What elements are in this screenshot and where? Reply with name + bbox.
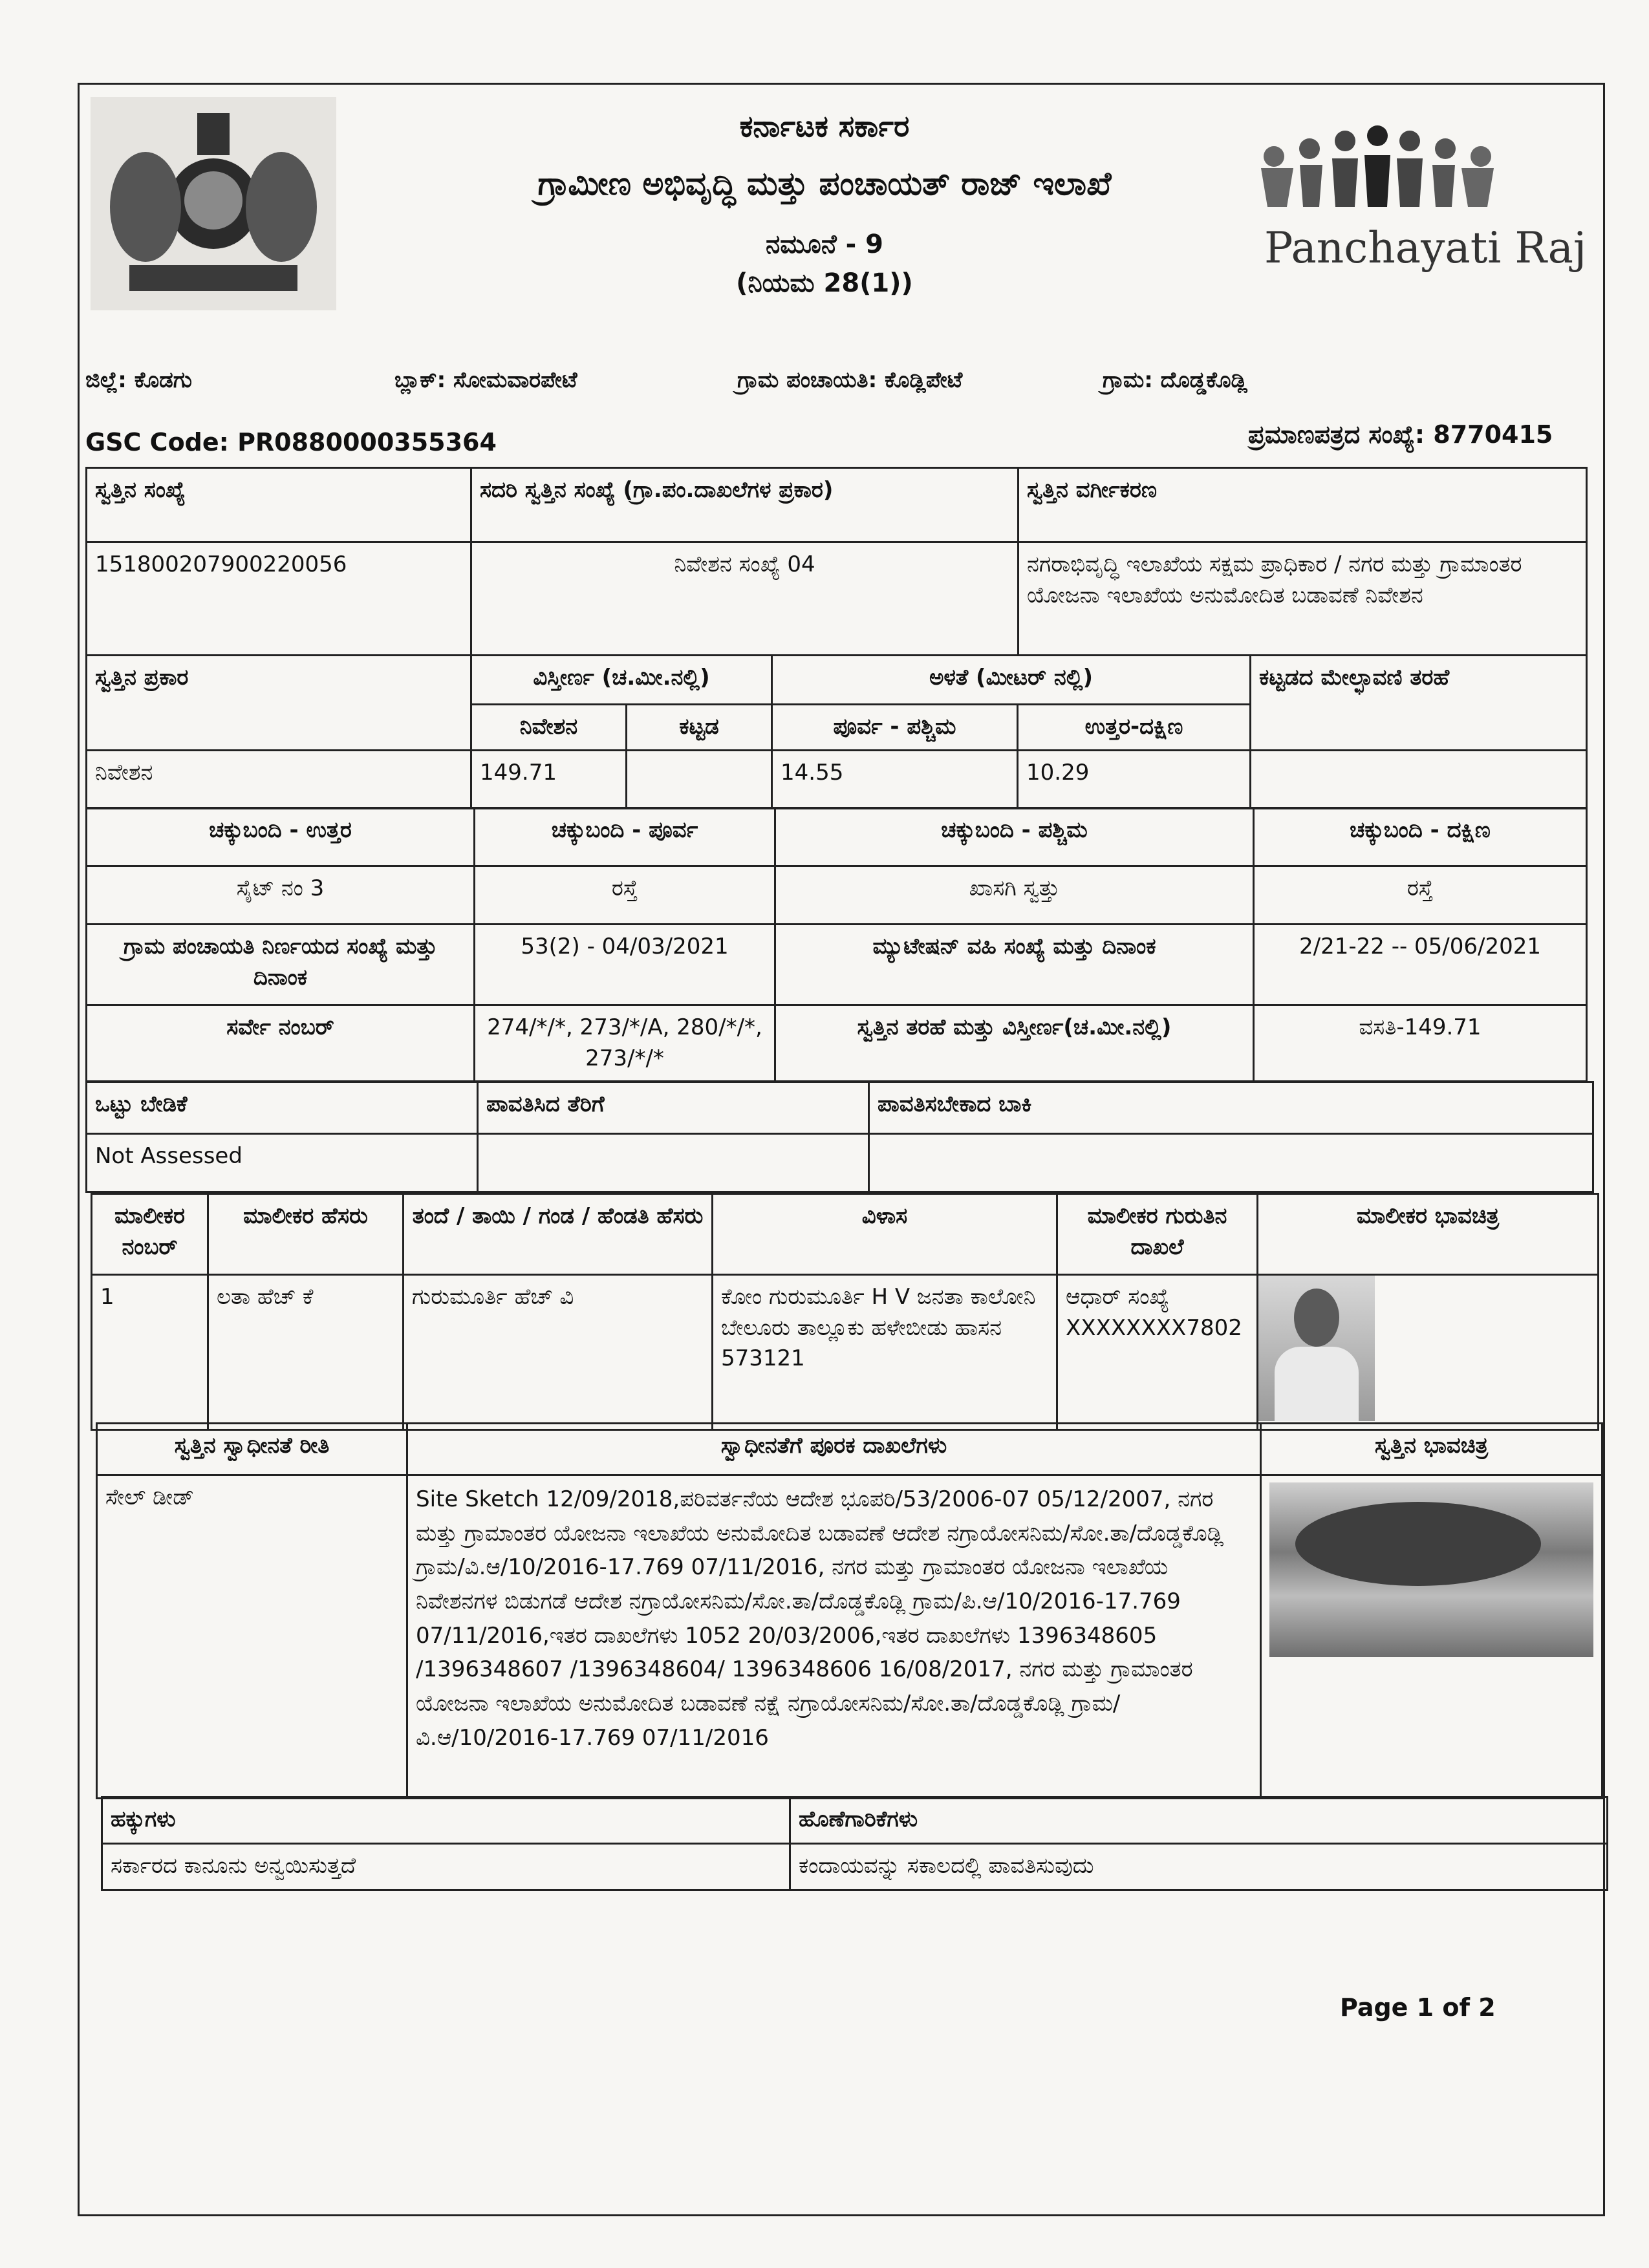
owner-name-label: ಮಾಲೀಕರ ಹೆಸರು bbox=[208, 1194, 404, 1275]
liabilities-label: ಹೊಣೆಗಾರಿಕೆಗಳು bbox=[790, 1797, 1608, 1844]
property-type-label: ಸ್ವತ್ತಿನ ಪ್ರಕಾರ bbox=[87, 656, 471, 751]
property-photo bbox=[1269, 1482, 1593, 1657]
supporting-docs: Site Sketch 12/09/2018,ಪರಿವರ್ತನೆಯ ಆದೇಶ ಭೂಪರಿ/53/2006-07 05/12/2007, ನಗರ ಮತ್ತು ಗ್ರಾಮಾಂತರ ಯೋಜನಾ ಇಲಾಖೆಯ ಅನುಮೋದಿತ ಬಡಾವಣೆ ಆದೇಶ ನಗ್ರಾಯೋಸನಿಮ/ಸೋ.ತಾ/ದೊಡ್ಡಕೊಡ್ಲಿ ಗ್ರಾಮ/ವಿ.ಆ/10/2016-17.769 07/11/2016, ನಗರ ಮತ್ತು ಗ್ರಾಮಾಂತರ ಯೋಜನಾ ಇಲಾಖೆಯ ನಿವೇಶನಗಳ ಬಿಡುಗಡೆ ಆದೇಶ ನಗ್ರಾಯೋಸನಿಮ/ಸೋ.ತಾ/ದೊಡ್ಡಕೊಡ್ಲಿ ಗ್ರಾಮ/ಪಿ.ಆ/10/2016-17.769 07/11/2016,ಇತರ ದಾಖಲೆಗಳು 1052 20/03/2006,ಇತರ ದಾಖಲೆಗಳು 1396348605 /1396348607 /1396348604/ 1396348606 16/08/2017, ನಗರ ಮತ್ತು ಗ್ರಾಮಾಂತರ ಯೋಜನಾ ಇಲಾಖೆಯ ಅನುಮೋದಿತ ಬಡಾವಣೆ ನಕ್ಷೆ ನಗ್ರಾಯೋಸನಿಮ/ಸೋ.ತಾ/ದೊಡ್ಡಕೊಡ್ಲಿ ಗ್ರಾಮ/ವಿ.ಆ/10/2016-17.769 07/11/2016 bbox=[407, 1475, 1261, 1799]
property-id-label: ಸ್ವತ್ತಿನ ಸಂಖ್ಯೆ bbox=[87, 468, 471, 542]
supporting-docs-label: ಸ್ವಾಧೀನತೆಗೆ ಪೂರಕ ದಾಖಲೆಗಳು bbox=[407, 1424, 1261, 1475]
dept-title: ಗ್ರಾಮೀಣ ಅಭಿವೃದ್ಧಿ ಮತ್ತು ಪಂಚಾಯತ್ ರಾಜ್ ಇಲಾಖೆ bbox=[537, 165, 1112, 202]
property-photo-cell bbox=[1261, 1475, 1602, 1799]
sadari-value: ನಿವೇಶನ ಸಂಖ್ಯೆ 04 bbox=[471, 542, 1018, 656]
south-label: ಚಕ್ಕುಬಂದಿ - ದಕ್ಷಿಣ bbox=[1254, 808, 1587, 866]
owner-name: ಲತಾ ಹೆಚ್ ಕೆ bbox=[208, 1275, 404, 1430]
owner-photo-cell bbox=[1258, 1275, 1599, 1430]
owner-address: ಕೋಂ ಗುರುಮೂರ್ತಿ H V ಜನತಾ ಕಾಲೋನಿ ಬೇಲೂರು ತಾಲ್ಲೂಕು ಹಳೇಬೀಡು ಹಾಸನ 573121 bbox=[713, 1275, 1057, 1430]
logo-text: Panchayati Raj bbox=[1264, 223, 1587, 273]
liabilities-value: ಕಂದಾಯವನ್ನು ಸಕಾಲದಲ್ಲಿ ಪಾವತಿಸುವುದು bbox=[790, 1844, 1608, 1890]
type-area-label: ಸ್ವತ್ತಿನ ತರಹೆ ಮತ್ತು ವಿಸ್ತೀರ್ಣ(ಚ.ಮೀ.ನಲ್ಲಿ) bbox=[775, 1005, 1254, 1082]
paid-tax-label: ಪಾವತಿಸಿದ ತೆರಿಗೆ bbox=[478, 1082, 869, 1134]
acquisition-method-label: ಸ್ವತ್ತಿನ ಸ್ವಾಧೀನತೆ ರೀತಿ bbox=[97, 1424, 407, 1475]
acquisition-table bbox=[96, 1422, 1603, 1799]
owner-photo-label: ಮಾಲೀಕರ ಭಾವಚಿತ್ರ bbox=[1258, 1194, 1599, 1275]
owner-relation: ಗುರುಮೂರ್ತಿ ಹೆಚ್ ವಿ bbox=[404, 1275, 713, 1430]
boundaries-table bbox=[85, 807, 1588, 1082]
classification-value: ನಗರಾಭಿವೃದ್ಧಿ ಇಲಾಖೆಯ ಸಕ್ಷಮ ಪ್ರಾಧಿಕಾರ / ನಗರ ಮತ್ತು ಗ್ರಾಮಾಂತರ ಯೋಜನಾ ಇಲಾಖೆಯ ಅನುಮೋದಿತ ಬಡಾವಣೆ ನಿವೇಶನ bbox=[1018, 542, 1587, 656]
east-value: ರಸ್ತೆ bbox=[475, 866, 775, 925]
north-value: ಸೈಟ್ ನಂ 3 bbox=[87, 866, 475, 925]
tax-table bbox=[85, 1081, 1594, 1193]
rule-number: (ನಿಯಮ 28(1)) bbox=[736, 268, 913, 298]
property-id-table bbox=[85, 467, 1588, 656]
mutation-value: 2/21-22 -- 05/06/2021 bbox=[1254, 925, 1587, 1005]
balance-label: ಪಾವತಿಸಬೇಕಾದ ಬಾಕಿ bbox=[869, 1082, 1593, 1134]
balance-value bbox=[869, 1134, 1593, 1192]
classification-label: ಸ್ವತ್ತಿನ ವರ್ಗೀಕರಣ bbox=[1018, 468, 1587, 542]
rights-table bbox=[101, 1796, 1608, 1891]
village: ಗ್ರಾಮ: ದೊಡ್ಡಕೊಡ್ಲಿ bbox=[1103, 367, 1247, 393]
gp-resolution-value: 53(2) - 04/03/2021 bbox=[475, 925, 775, 1005]
north-south-label: ಉತ್ತರ-ದಕ್ಷಿಣ bbox=[1018, 705, 1251, 751]
owner-table bbox=[91, 1193, 1599, 1431]
building-area-value bbox=[627, 750, 772, 808]
owner-photo bbox=[1258, 1276, 1375, 1421]
sadari-label: ಸದರಿ ಸ್ವತ್ತಿನ ಸಂಖ್ಯೆ (ಗ್ರಾ.ಪಂ.ದಾಖಲೆಗಳ ಪ್ರಕಾರ) bbox=[471, 468, 1018, 542]
survey-label: ಸರ್ವೇ ನಂಬರ್ bbox=[87, 1005, 475, 1082]
total-demand-label: ಒಟ್ಟು ಬೇಡಿಕೆ bbox=[87, 1082, 478, 1134]
east-west-label: ಪೂರ್ವ - ಪಶ್ಚಿಮ bbox=[772, 705, 1018, 751]
west-label: ಚಕ್ಕುಬಂದಿ - ಪಶ್ಚಿಮ bbox=[775, 808, 1254, 866]
property-photo-label: ಸ್ವತ್ತಿನ ಭಾವಚಿತ್ರ bbox=[1261, 1424, 1602, 1475]
east-west-value: 14.55 bbox=[772, 750, 1018, 808]
dimensions-table bbox=[85, 654, 1588, 809]
govt-title: ಕರ್ನಾಟಕ ಸರ್ಕಾರ bbox=[739, 109, 910, 144]
mutation-label: ಮ್ಯುಟೇಷನ್ ವಹಿ ಸಂಖ್ಯೆ ಮತ್ತು ದಿನಾಂಕ bbox=[775, 925, 1254, 1005]
north-south-value: 10.29 bbox=[1018, 750, 1251, 808]
rights-value: ಸರ್ಕಾರದ ಕಾನೂನು ಅನ್ವಯಿಸುತ್ತದೆ bbox=[102, 1844, 790, 1890]
type-area-value: ವಸತಿ-149.71 bbox=[1254, 1005, 1587, 1082]
form-number: ನಮೂನೆ - 9 bbox=[766, 230, 883, 259]
site-label: ನಿವೇಶನ bbox=[471, 705, 627, 751]
property-type-value: ನಿವೇಶನ bbox=[87, 750, 471, 808]
district: ಜಿಲ್ಲೆ: ಕೊಡಗು bbox=[85, 367, 192, 393]
page-number: Page 1 of 2 bbox=[1340, 1993, 1496, 2022]
site-area-value: 149.71 bbox=[471, 750, 627, 808]
gp-resolution-label: ಗ್ರಾಮ ಪಂಚಾಯತಿ ನಿರ್ಣಯದ ಸಂಖ್ಯೆ ಮತ್ತು ದಿನಾಂಕ bbox=[87, 925, 475, 1005]
survey-value: 274/*/*, 273/*/A, 280/*/*, 273/*/* bbox=[475, 1005, 775, 1082]
owner-number-label: ಮಾಲೀಕರ ನಂಬರ್ bbox=[92, 1194, 208, 1275]
owner-number: 1 bbox=[92, 1275, 208, 1430]
east-label: ಚಕ್ಕುಬಂದಿ - ಪೂರ್ವ bbox=[475, 808, 775, 866]
id-doc-label: ಮಾಲೀಕರ ಗುರುತಿನ ದಾಖಲೆ bbox=[1057, 1194, 1258, 1275]
owner-id-doc: ಆಧಾರ್ ಸಂಖ್ಯೆ XXXXXXXX7802 bbox=[1057, 1275, 1258, 1430]
rights-label: ಹಕ್ಕುಗಳು bbox=[102, 1797, 790, 1844]
address-label: ವಿಳಾಸ bbox=[713, 1194, 1057, 1275]
roof-type-value bbox=[1251, 750, 1587, 808]
total-demand-value: Not Assessed bbox=[87, 1134, 478, 1192]
block: ಬ್ಲಾಕ್: ಸೋಮವಾರಪೇಟೆ bbox=[394, 367, 577, 393]
roof-type-label: ಕಟ್ಟಡದ ಮೇಲ್ಛಾವಣಿ ತರಹೆ bbox=[1251, 656, 1587, 751]
property-id-value: 151800207900220056 bbox=[87, 542, 471, 656]
south-value: ರಸ್ತೆ bbox=[1254, 866, 1587, 925]
west-value: ಖಾಸಗಿ ಸ್ವತ್ತು bbox=[775, 866, 1254, 925]
area-label: ವಿಸ್ತೀರ್ಣ (ಚ.ಮೀ.ನಲ್ಲಿ) bbox=[471, 656, 772, 705]
paid-tax-value bbox=[478, 1134, 869, 1192]
relation-label: ತಂದೆ / ತಾಯಿ / ಗಂಡ / ಹೆಂಡತಿ ಹೆಸರು bbox=[404, 1194, 713, 1275]
size-label: ಅಳತೆ (ಮೀಟರ್ ನಲ್ಲಿ) bbox=[772, 656, 1251, 705]
north-label: ಚಕ್ಕುಬಂದಿ - ಉತ್ತರ bbox=[87, 808, 475, 866]
gram-panchayat: ಗ್ರಾಮ ಪಂಚಾಯತಿ: ಕೊಡ್ಲಿಪೇಟೆ bbox=[737, 367, 963, 393]
building-label: ಕಟ್ಟಡ bbox=[627, 705, 772, 751]
gsc-code: GSC Code: PR0880000355364 bbox=[85, 428, 497, 456]
certificate-number: ಪ್ರಮಾಣಪತ್ರದ ಸಂಖ್ಯೆ: 8770415 bbox=[1248, 420, 1553, 449]
acquisition-method: ಸೇಲ್ ಡೀಡ್ bbox=[97, 1475, 407, 1799]
